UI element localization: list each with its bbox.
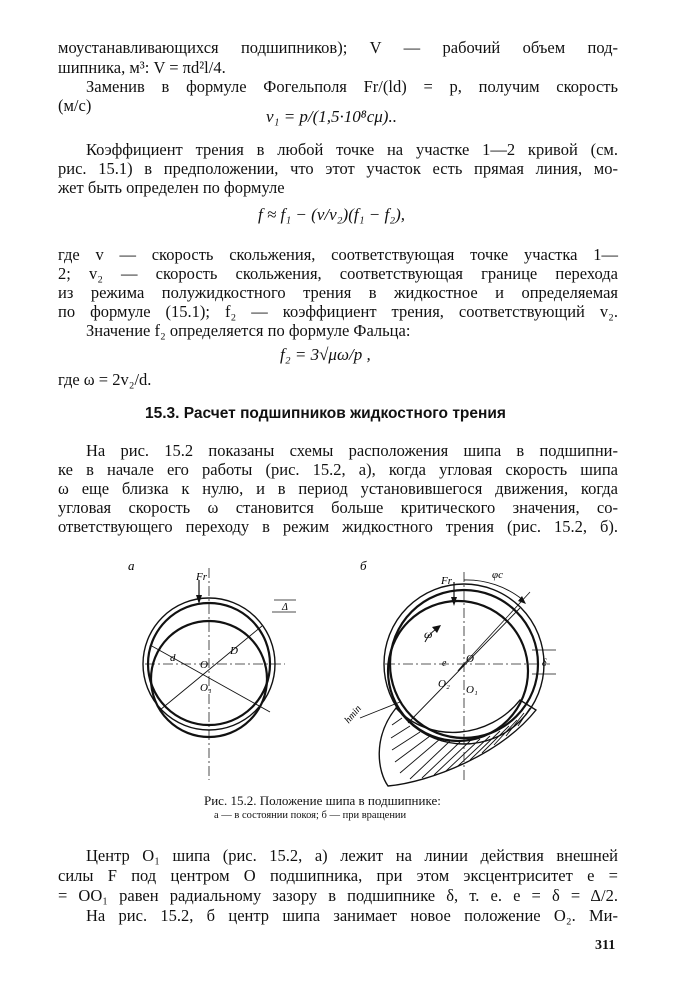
text-line: угловая скорость ω становится больше критического значения, со- [58, 498, 618, 517]
text-line: = OO₁ равен радиальному зазору в подшипнике δ, т. е. e = δ = Δ/2. [58, 886, 618, 905]
label-e: e [442, 658, 447, 669]
text-line: шипника, м³: V = πd²l/4. [58, 58, 226, 77]
label-D: D [230, 645, 238, 657]
text-line: Коэффициент трения в любой точке на участке 1—2 кривой (см. [86, 140, 618, 159]
label-phi: φc [492, 569, 503, 581]
text-line: ω еще близка к нулю, и в период установившегося движения, когда [58, 479, 618, 498]
text-line: жет быть определен по формуле [58, 178, 285, 197]
label-o: O [200, 659, 208, 671]
figure-caption: Рис. 15.2. Положение шипа в подшипнике: [204, 793, 441, 808]
text-line: Значение f₂ определяется по формуле Фальца: [86, 321, 411, 340]
text-line: На рис. 15.2, б центр шипа занимает новое положение O₂. Ми- [86, 906, 618, 925]
figure-label-a: а [128, 558, 135, 573]
diameter-line-d [160, 626, 262, 710]
text-line: где ω = 2v₂/d. [58, 370, 152, 389]
text-line: ответствующего переходу в режим жидкостного трения (рис. 15.2, б). [58, 517, 618, 536]
bearing-figure [0, 550, 677, 800]
text-line: из режима полужидкостного трения в жидкостное и определяемая [58, 283, 618, 302]
text-line: ке в начале его работы (рис. 15.2, а), когда угловая скорость шипа [58, 460, 618, 479]
text-line: силы F под центром O подшипника, при этом эксцентриситет e = [58, 866, 618, 885]
text-line: по формуле (15.1); f₂ — коэффициент трения, соответствующий v₂. [58, 302, 618, 321]
label-delta: δ [542, 658, 547, 669]
label-o1: O₁ [200, 682, 212, 694]
label-o1-b: O₁ [466, 684, 478, 696]
text-line: Центр O₁ шипа (рис. 15.2, а) лежит на линии действия внешней [86, 846, 618, 865]
formula-v1: v₁ = p/(1,5·10⁸cμ).. [266, 107, 397, 126]
text-line: (м/с) [58, 96, 92, 115]
label-d: d [170, 652, 176, 664]
text-line: 2; v₂ — скорость скольжения, соответствующая границе перехода [58, 264, 618, 283]
text-line: рис. 15.1) в предположении, что этот участок есть прямая линия, мо- [58, 159, 618, 178]
label-hmin: hmin [342, 703, 364, 726]
label-o2: O₂ [438, 678, 450, 690]
text-line: где v — скорость скольжения, соответствующая точке участка 1— [58, 245, 618, 264]
formula-friction: f ≈ f₁ − (v/v₂)(f₁ − f₂), [258, 205, 406, 224]
label-o-b: O [466, 653, 474, 665]
label-delta-triangle: Δ [282, 602, 288, 613]
label-fr-b: Fr [441, 575, 452, 587]
eccentricity-line [458, 664, 464, 671]
text-line: На рис. 15.2 показаны схемы расположения шипа в подшипни- [86, 441, 618, 460]
label-omega: ω [424, 627, 433, 641]
diameter-line-D [150, 645, 270, 712]
text-line: Заменив в формуле Фогельполя Fr/(ld) = p, получим скорость [86, 77, 618, 96]
figure-label-b: б [360, 558, 367, 573]
section-heading: 15.3. Расчет подшипников жидкостного трения [145, 405, 506, 422]
label-fr: Fr [196, 571, 207, 583]
formula-f2: f₂ = 3√μω/p , [280, 345, 371, 364]
text-line: моустанавливающихся подшипников); V — рабочий объем под- [58, 38, 618, 57]
figure-caption-legend: а — в состоянии покоя; б — при вращении [214, 810, 407, 821]
page-number: 311 [595, 938, 616, 953]
